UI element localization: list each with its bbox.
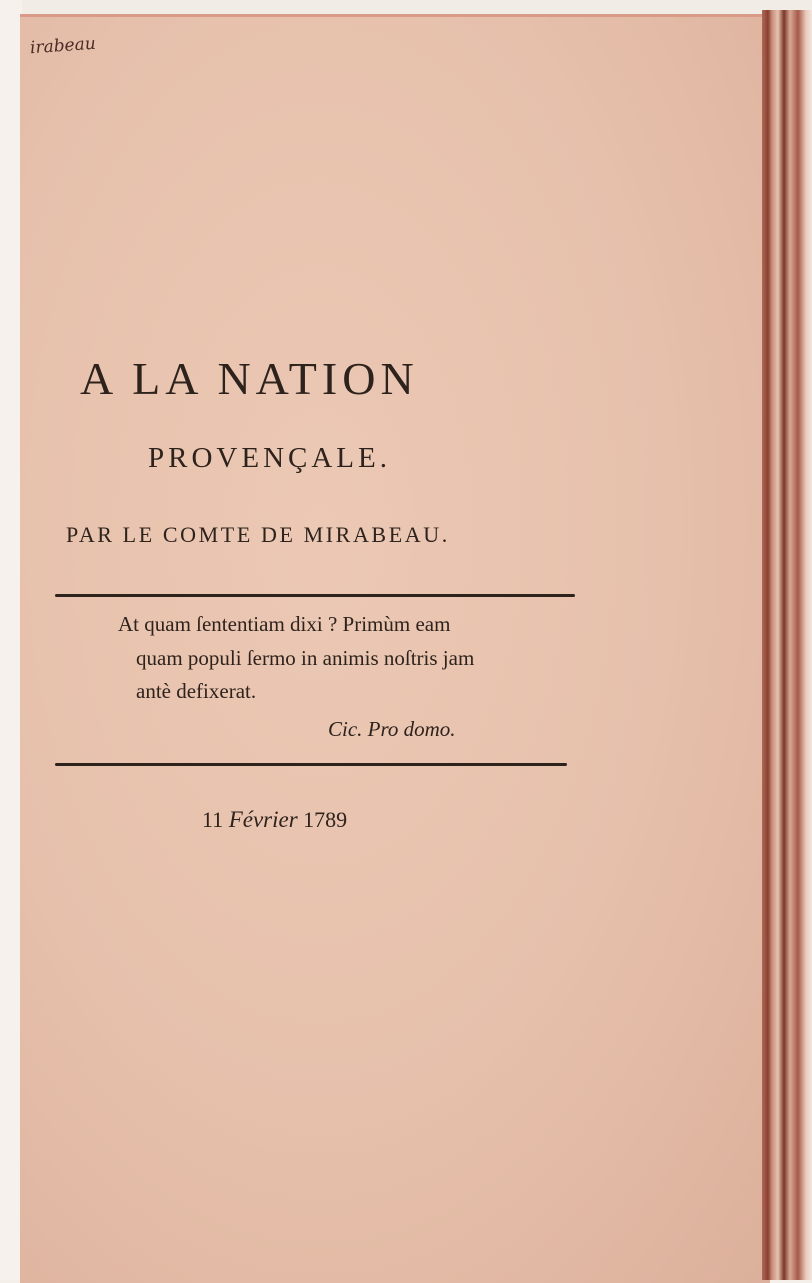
divider-bottom	[55, 763, 567, 766]
scan-background	[0, 0, 812, 14]
author-line: PAR LE COMTE DE MIRABEAU.	[66, 522, 450, 547]
date-day: 11	[202, 807, 224, 832]
page-edges	[762, 10, 812, 1280]
epigraph-line: At quam ſententiam dixi ? Primùm eam	[118, 612, 451, 636]
page-title: A LA NATION	[80, 353, 419, 404]
epigraph-line: antè defixerat.	[136, 679, 257, 703]
page-subtitle: PROVENÇALE.	[148, 442, 391, 474]
epigraph-line: quam populi ſermo in animis noſtris jam	[136, 646, 475, 670]
divider-top	[55, 594, 575, 597]
publication-date	[202, 807, 347, 833]
handwritten-note: irabeau	[29, 33, 97, 59]
date-month: Février	[228, 807, 298, 832]
epigraph-citation: Cic. Pro domo.	[328, 717, 456, 741]
date-year: 1789	[303, 807, 348, 832]
scan-margin	[0, 0, 22, 1280]
